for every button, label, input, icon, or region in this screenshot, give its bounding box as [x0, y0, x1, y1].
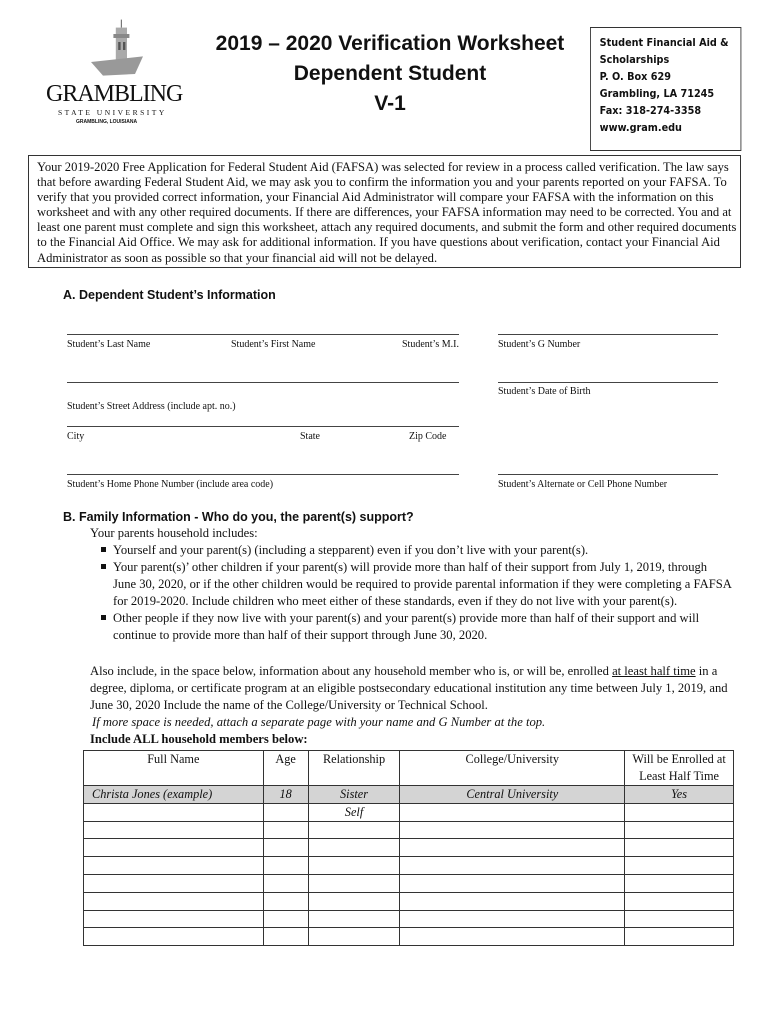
example-relationship: Sister: [308, 786, 400, 804]
college-cell[interactable]: [400, 928, 625, 946]
bullet-text: Yourself and your parent(s) (including a stepparent) even if you don’t live with your parent(s).: [113, 543, 589, 557]
logo-name: GRAMBLING: [46, 81, 183, 107]
date-of-birth-field[interactable]: [498, 382, 718, 383]
relationship-cell[interactable]: [308, 874, 400, 892]
example-college: Central University: [400, 786, 625, 804]
table-row: [84, 821, 734, 839]
logo-location: GRAMBLING, LOUISIANA: [76, 119, 138, 125]
name-cell[interactable]: [84, 892, 264, 910]
name-cell[interactable]: [84, 803, 264, 821]
enrolled-cell[interactable]: [625, 892, 734, 910]
college-cell[interactable]: [400, 821, 625, 839]
name-cell[interactable]: [84, 910, 264, 928]
example-enrolled: Yes: [625, 786, 734, 804]
enrolled-cell[interactable]: [625, 803, 734, 821]
zip-label: Zip Code: [409, 431, 447, 442]
form-code: V-1: [374, 92, 406, 115]
bullet-text: Other people if they now live with your parent(s) and your parent(s) provide more than half of their support and will: [113, 611, 700, 625]
table-row: [84, 874, 734, 892]
age-cell[interactable]: [263, 910, 308, 928]
section-a-heading: A. Dependent Student’s Information: [63, 288, 276, 302]
age-cell[interactable]: [263, 803, 308, 821]
street-address-field[interactable]: [67, 382, 459, 383]
col-age: Age: [263, 751, 308, 786]
street-label: Student’s Street Address (include apt. no.): [67, 401, 236, 412]
g-number-label: Student’s G Number: [498, 339, 581, 350]
logo-subtitle: STATE UNIVERSITY: [58, 108, 167, 117]
page-subtitle: Dependent Student: [293, 62, 487, 85]
table-row: [84, 910, 734, 928]
intro-line: Administrator as soon as possible so that your financial aid will not be delayed.: [37, 250, 438, 265]
intro-paragraph: [28, 155, 741, 268]
name-field[interactable]: [67, 334, 459, 335]
enrolled-cell[interactable]: [625, 874, 734, 892]
first-name-label: Student’s First Name: [231, 339, 316, 350]
college-cell[interactable]: [400, 839, 625, 857]
bullet-icon: [101, 564, 106, 569]
college-cell[interactable]: [400, 910, 625, 928]
bullet-text: Your parent(s)’ other children if your parent(s) will provide more than half of their support from July 1, 2019, through: [113, 560, 708, 574]
relationship-cell[interactable]: [308, 910, 400, 928]
college-cell[interactable]: [400, 874, 625, 892]
table-row: [84, 839, 734, 857]
bullet-item: [101, 560, 707, 575]
intro-line: least one parent must complete and sign this worksheet, attach any required documents, and submit the form and other required documents: [37, 220, 737, 235]
age-cell[interactable]: [263, 892, 308, 910]
include-all-heading: Include ALL household members below:: [90, 732, 308, 746]
section-b-heading: B. Family Information - Who do you, the parent(s) support?: [63, 510, 414, 524]
enrolled-cell[interactable]: [625, 821, 734, 839]
col-relationship: Relationship: [308, 751, 400, 786]
age-cell[interactable]: [263, 839, 308, 857]
col-full-name: Full Name: [84, 751, 264, 786]
enrolled-cell[interactable]: [625, 928, 734, 946]
address-line: P. O. Box 629: [599, 70, 671, 83]
text: Also include, in the space below, information about any household member who is, or will be, enrolled: [90, 664, 613, 678]
office-address-box: [590, 27, 741, 151]
name-cell[interactable]: [84, 874, 264, 892]
home-phone-label: Student’s Home Phone Number (include area code): [67, 479, 274, 490]
table-row: [84, 803, 734, 821]
relationship-cell: Self: [308, 803, 400, 821]
name-cell[interactable]: [84, 928, 264, 946]
cell-phone-label: Student’s Alternate or Cell Phone Number: [498, 479, 668, 490]
bullet-item: [101, 543, 588, 558]
intro-line: Your 2019-2020 Free Application for Federal Student Aid (FAFSA) was selected for review in a process called verification. The law says: [37, 160, 729, 174]
last-name-label: Student’s Last Name: [67, 339, 151, 350]
example-name: Christa Jones (example): [84, 786, 264, 804]
cell-phone-field[interactable]: [498, 474, 718, 475]
page-title: 2019 – 2020 Verification Worksheet: [215, 32, 565, 55]
also-include-line: June 30, 2020 Include the name of the College/University or Technical School.: [90, 698, 488, 712]
emphasis-text: at least half time: [612, 664, 696, 678]
relationship-cell[interactable]: [308, 928, 400, 946]
address-line: Student Financial Aid &: [599, 36, 729, 49]
bullet-continuation: continue to provide more than half of their support through June 30, 2020.: [113, 628, 488, 642]
table-row: [84, 928, 734, 946]
bullet-continuation: for 2019-2020. Include children who meet either of these standards, even if they do not live with your parent(s).: [113, 594, 678, 608]
tower-icon: [40, 18, 190, 82]
age-cell[interactable]: [263, 857, 308, 875]
enrolled-cell[interactable]: [625, 839, 734, 857]
bullet-item: [101, 611, 699, 626]
college-cell[interactable]: [400, 892, 625, 910]
address-line: Fax: 318-274-3358: [599, 104, 702, 117]
name-cell[interactable]: [84, 857, 264, 875]
col-college: College/University: [400, 751, 625, 786]
age-cell[interactable]: [263, 821, 308, 839]
relationship-cell[interactable]: [308, 892, 400, 910]
age-cell[interactable]: [263, 928, 308, 946]
city-label: City: [67, 431, 85, 442]
table-header-row: [84, 751, 734, 786]
bullet-icon: [101, 615, 106, 620]
relationship-cell[interactable]: [308, 821, 400, 839]
text: in a: [695, 664, 718, 678]
extra-space-note: If more space is needed, attach a separate page with your name and G Number at the top.: [92, 715, 546, 729]
intro-line: to the Financial Aid Office. We may ask for additional information. If you have questions about verification, contact your Financial Aid: [37, 235, 720, 250]
address-line: www.gram.edu: [599, 121, 682, 134]
name-cell[interactable]: [84, 821, 264, 839]
dob-label: Student’s Date of Birth: [498, 386, 591, 397]
enrolled-cell[interactable]: [625, 910, 734, 928]
city-state-zip-field[interactable]: [67, 426, 459, 427]
college-cell[interactable]: [400, 803, 625, 821]
household-intro: Your parents household includes:: [90, 526, 258, 540]
mi-label: Student’s M.I.: [402, 339, 459, 350]
bullet-continuation: June 30, 2020, or if the other children would be required to provide parental information if they were completing a FAFSA: [113, 577, 732, 591]
intro-line: verify that you provided correct information, your Financial Aid Administrator will compare your FAFSA with the information on this: [37, 190, 714, 205]
table-row: [84, 892, 734, 910]
bullet-icon: [101, 547, 106, 552]
example-age: 18: [263, 786, 308, 804]
example-row: [84, 786, 734, 804]
age-cell[interactable]: [263, 874, 308, 892]
intro-line: worksheet and with any other required documents. If there are differences, your FAFSA information may need to be corrected. You and at: [37, 205, 732, 220]
state-label: State: [300, 431, 320, 442]
col-enrolled: Will be Enrolled at Least Half Time: [625, 751, 734, 786]
also-include-line: degree, diploma, or certificate program at an eligible postsecondary educational institution any time between July 1, 2019, and: [90, 681, 728, 695]
table-row: [84, 857, 734, 875]
address-line: Grambling, LA 71245: [599, 87, 715, 100]
relationship-cell[interactable]: [308, 839, 400, 857]
enrolled-cell[interactable]: [625, 857, 734, 875]
college-cell[interactable]: [400, 857, 625, 875]
also-include-line: [90, 664, 717, 679]
grambling-logo: [40, 18, 190, 128]
home-phone-field[interactable]: [67, 474, 459, 475]
household-members-table: [83, 750, 734, 946]
address-line: Scholarships: [599, 53, 670, 66]
relationship-cell[interactable]: [308, 857, 400, 875]
name-cell[interactable]: [84, 839, 264, 857]
g-number-field[interactable]: [498, 334, 718, 335]
intro-line: that before awarding Federal Student Aid, we may ask you to confirm the information you and your parents reported on your FAFSA. To: [37, 175, 727, 190]
